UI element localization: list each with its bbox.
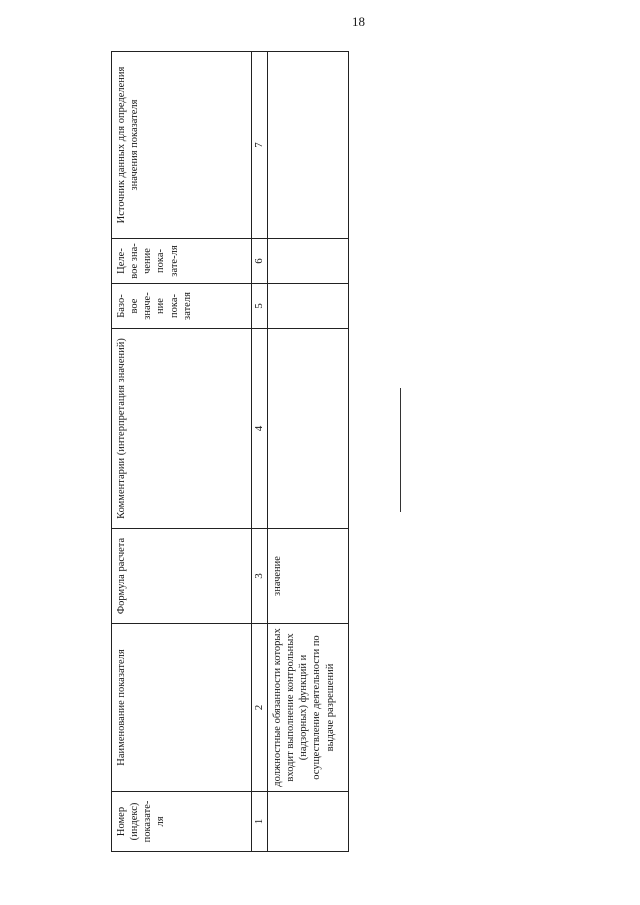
row-source-cell	[268, 52, 349, 239]
column-number-row	[252, 52, 268, 852]
column-number: 1	[252, 792, 268, 852]
separator-line	[400, 388, 401, 512]
row-base-value-cell	[268, 284, 349, 329]
column-number: 3	[252, 529, 268, 624]
indicator-table	[111, 51, 349, 852]
column-number: 6	[252, 239, 268, 284]
header-cell-source: Источник данных для определения значения показателя	[112, 52, 252, 239]
column-number: 2	[252, 624, 268, 792]
page-number: 18	[352, 14, 365, 29]
table-row	[268, 52, 349, 852]
row-target-value-cell	[268, 239, 349, 284]
rotated-table-frame	[111, 52, 349, 852]
header-cell-formula: Формула расчета	[112, 529, 252, 624]
header-row	[112, 52, 252, 852]
header-cell-name: Наименование показателя	[112, 624, 252, 792]
indicator-table-container	[111, 52, 349, 852]
row-formula-cell: значение	[268, 529, 349, 624]
column-number: 4	[252, 329, 268, 529]
row-index-cell	[268, 792, 349, 852]
header-cell-target-value: Целе-вое зна-чение пока-зате-ля	[112, 239, 252, 284]
header-cell-comment: Комментарии (интерпретация значений)	[112, 329, 252, 529]
column-number: 7	[252, 52, 268, 239]
header-cell-index: Номер (индекс) показате-ля	[112, 792, 252, 852]
column-number: 5	[252, 284, 268, 329]
header-cell-base-value: Базо-вое значе-ние пока-зателя	[112, 284, 252, 329]
row-comment-cell	[268, 329, 349, 529]
row-name-cell: должностные обязанности которых входит выполнение контрольных (надзорных) функций и осуществление деятельности по выдаче разрешений	[268, 624, 349, 792]
